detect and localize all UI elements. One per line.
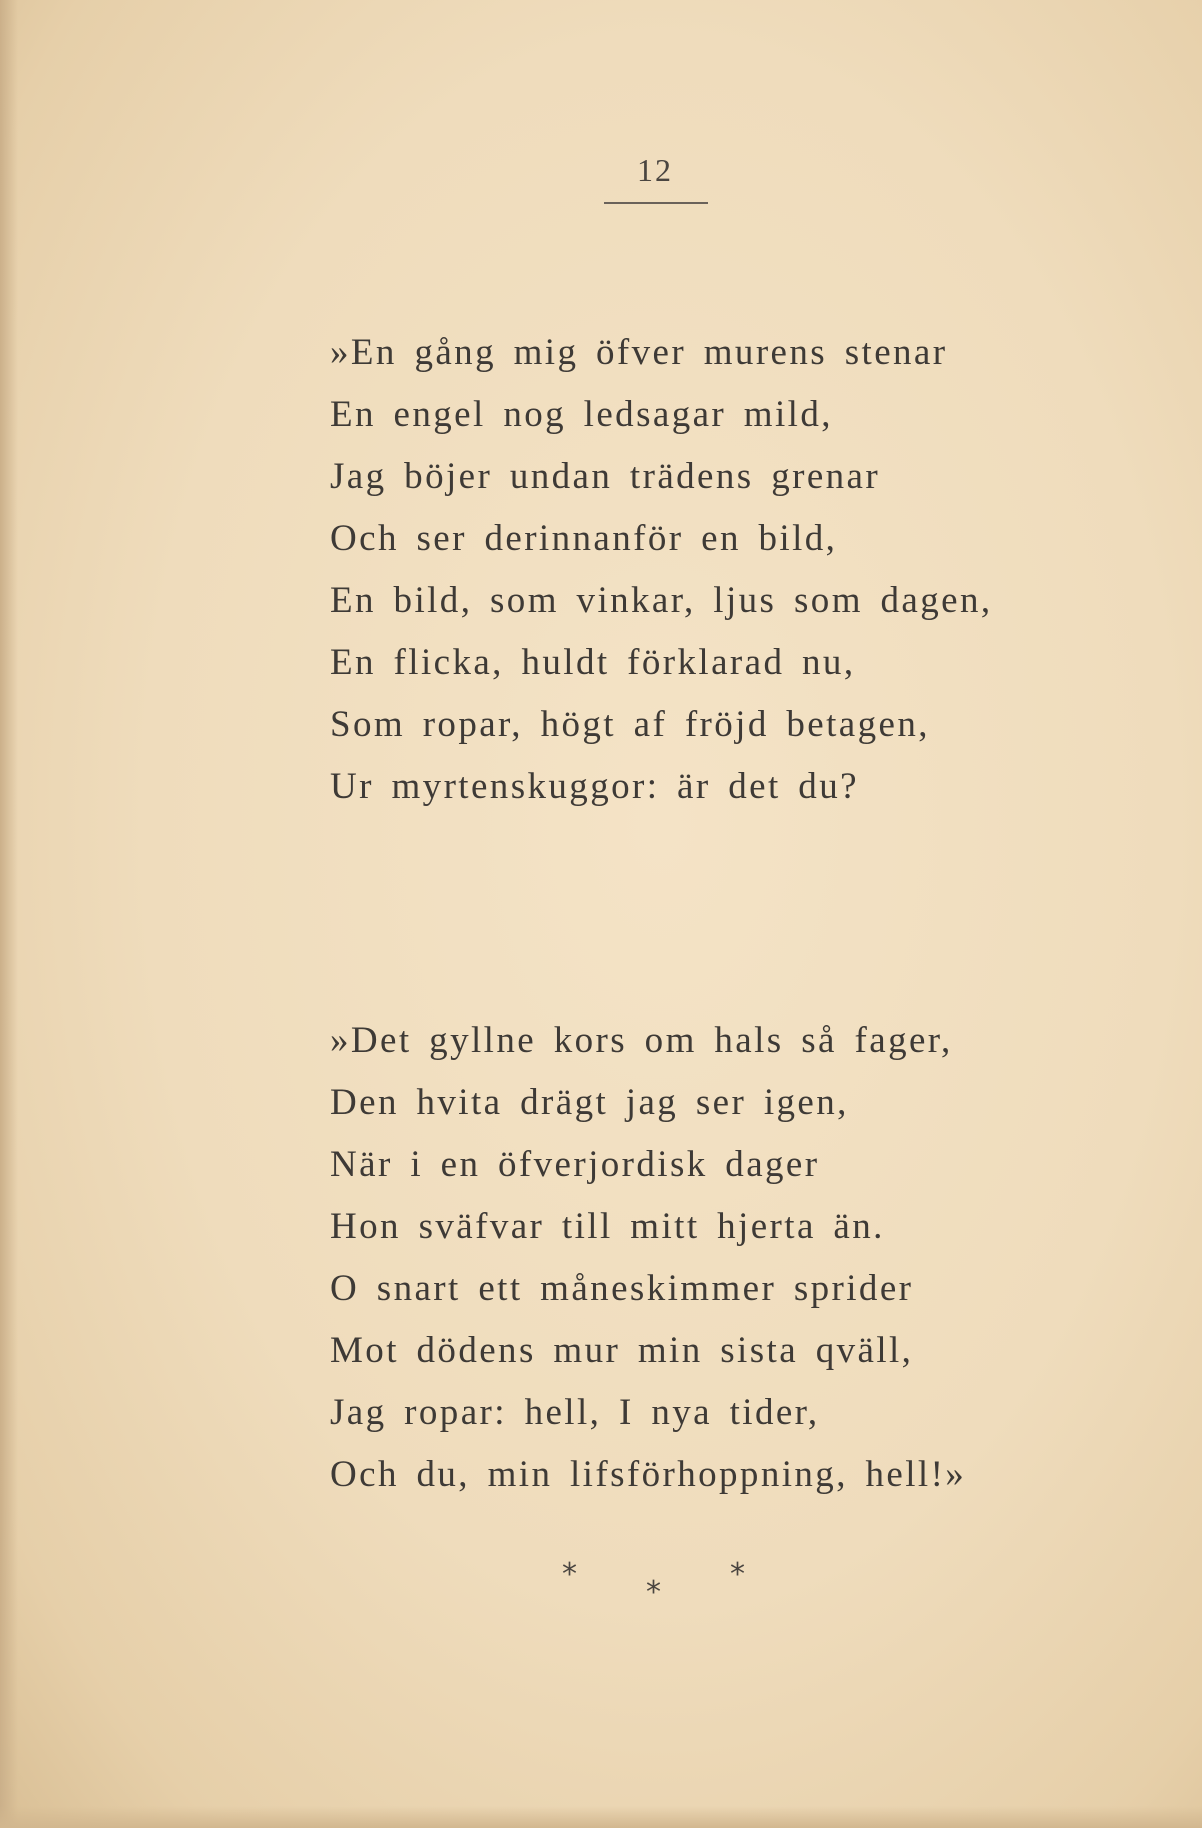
poem-line: Och du, min lifsförhoppning, hell!» — [330, 1454, 967, 1495]
poem-line: Jag böjer undan trädens grenar — [330, 456, 881, 497]
poem-line: När i en öfverjordisk dager — [330, 1144, 820, 1185]
stanza-1 — [330, 322, 993, 818]
poem-line: »Det gyllne kors om hals så fager, — [330, 1020, 953, 1061]
poem-line: En flicka, huldt förklarad nu, — [330, 642, 856, 683]
poem-line: Mot dödens mur min sista qväll, — [330, 1330, 914, 1371]
page-edge-shadow-bottom — [0, 1806, 1202, 1828]
poem-line: En bild, som vinkar, ljus som dagen, — [330, 580, 993, 621]
page-number: 12 — [637, 152, 673, 188]
asterism-ornament — [540, 1557, 780, 1620]
page-number-rule — [604, 202, 708, 204]
asterisk-icon: * — [646, 1575, 661, 1610]
poem-line: Jag ropar: hell, I nya tider, — [330, 1392, 820, 1433]
poem-line: Som ropar, högt af fröjd betagen, — [330, 704, 930, 745]
poem-line: O snart ett måneskimmer sprider — [330, 1268, 914, 1309]
poem-line: En engel nog ledsagar mild, — [330, 394, 833, 435]
poem-line: Hon sväfvar till mitt hjerta än. — [330, 1206, 885, 1247]
poem-line: Den hvita drägt jag ser igen, — [330, 1082, 849, 1123]
poem-line: Och ser derinnanför en bild, — [330, 518, 838, 559]
poem-line: »En gång mig öfver murens stenar — [330, 332, 948, 373]
stanza-2 — [330, 1010, 966, 1506]
asterisk-icon: * — [562, 1557, 577, 1592]
poem-line: Ur myrtenskuggor: är det du? — [330, 766, 859, 807]
asterisk-icon: * — [730, 1557, 745, 1592]
page-edge-shadow-left — [0, 0, 18, 1828]
